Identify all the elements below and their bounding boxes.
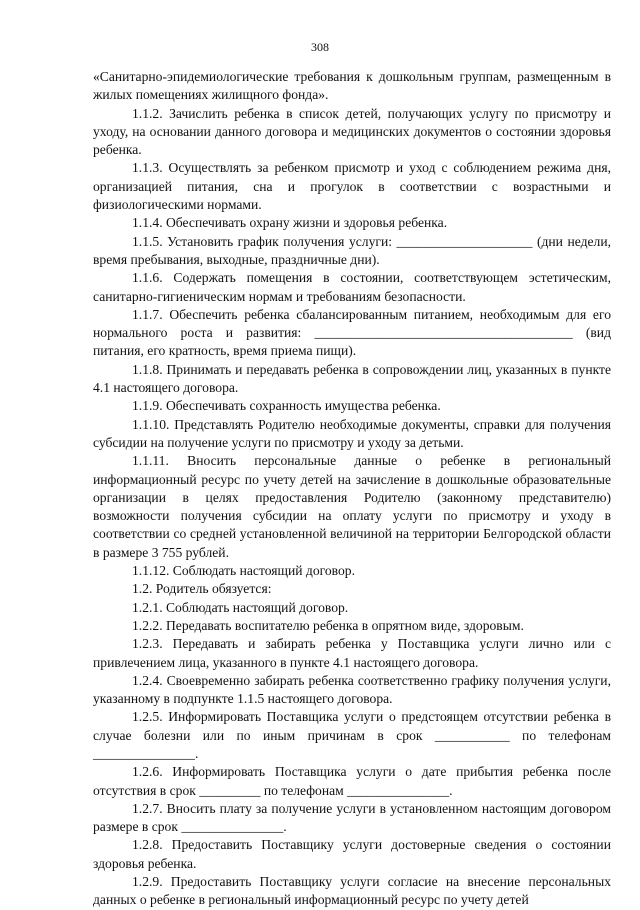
clause-1-2-9: 1.2.9. Предоставить Поставщику услуги согласие на внесение персональных данных о ребенке в региональный информационный ресурс по учету детей bbox=[93, 874, 611, 908]
clause-1-1-8: 1.1.8. Принимать и передавать ребенка в сопровождении лиц, указанных в пункте 4.1 настоящего договора. bbox=[93, 361, 611, 396]
page-number: 308 bbox=[311, 40, 329, 54]
clause-1-1-3: 1.1.3. Осуществлять за ребенком присмотр и уход с соблюдением режима дня, организацией питания, сна и прогулок в соответствии с возрастными и физиологическими нормами. bbox=[93, 160, 611, 213]
clause-1-2-4: 1.2.4. Своевременно забирать ребенка соответственно графику получения услуги, указанному в подпункте 1.1.5 настоящего договора. bbox=[93, 672, 611, 707]
clause-1-2-5: 1.2.5. Информировать Поставщика услуги о предстоящем отсутствии ребенка в случае болезни или по иным причинам в срок ___________ по телефонам _______________. bbox=[93, 709, 611, 761]
clause-1-1-12: 1.1.12. Соблюдать настоящий договор. bbox=[132, 563, 355, 579]
document-body bbox=[93, 68, 611, 910]
clause-1-1-9: 1.1.9. Обеспечивать сохранность имущества ребенка. bbox=[132, 398, 441, 414]
clause-1-1-6: 1.1.6. Содержать помещения в состоянии, соответствующем эстетическим, санитарно-гигиеническим нормам и требованиям безопасности. bbox=[93, 270, 611, 304]
clause-1-2: 1.2. Родитель обязуется: bbox=[132, 581, 272, 597]
clause-1-1-4: 1.1.4. Обеспечивать охрану жизни и здоровья ребенка. bbox=[132, 215, 448, 231]
paragraph-continuation: «Санитарно-эпидемиологические требования к дошкольным группам, размещенным в жилых помещениях жилищного фонда». bbox=[93, 69, 611, 103]
clause-1-2-1: 1.2.1. Соблюдать настоящий договор. bbox=[132, 599, 349, 615]
clause-1-1-10: 1.1.10. Представлять Родителю необходимые документы, справки для получения субсидии на получение услуги по присмотру и уходу за детьми. bbox=[93, 416, 611, 450]
clause-1-2-8: 1.2.8. Предоставить Поставщику услуги достоверные сведения о состоянии здоровья ребенка. bbox=[93, 837, 611, 871]
clause-1-2-6: 1.2.6. Информировать Поставщика услуги о дате прибытия ребенка после отсутствия в срок _________ по телефонам _______________. bbox=[93, 764, 611, 798]
clause-1-1-5: 1.1.5. Установить график получения услуги: ____________________ (дни недели, время пребывания, выходные, праздничные дни). bbox=[93, 233, 611, 267]
clause-1-2-3: 1.2.3. Передавать и забирать ребенка у Поставщика услуги лично или с привлечением лица, указанного в пункте 4.1 настоящего договора. bbox=[93, 636, 611, 670]
clause-1-1-2: 1.1.2. Зачислить ребенка в список детей, получающих услугу по присмотру и уходу, на основании данного договора и медицинских документов о состоянии здоровья ребенка. bbox=[93, 105, 611, 158]
clause-1-1-11: 1.1.11. Вносить персональные данные о ребенке в региональный информационный ресурс по учету детей на зачисление в дошкольные образовательные организации в целях предоставления Родителю (законному представителю) возможности получения субсидии на оплату услуги по присмотру и уходу в соответствии со средней установленной величиной на территории Белгородской области в размере 3 755 рублей. bbox=[93, 453, 611, 560]
clause-1-1-7: 1.1.7. Обеспечить ребенка сбалансированным питанием, необходимым для его нормального роста и развития: ______________________________________ (вид питания, его кратность, время приема пищи). bbox=[93, 306, 611, 359]
clause-1-2-2: 1.2.2. Передавать воспитателю ребенка в опрятном виде, здоровым. bbox=[132, 617, 524, 633]
clause-1-2-7: 1.2.7. Вносить плату за получение услуги в установленном настоящим договором размере в срок _______________. bbox=[93, 800, 611, 835]
